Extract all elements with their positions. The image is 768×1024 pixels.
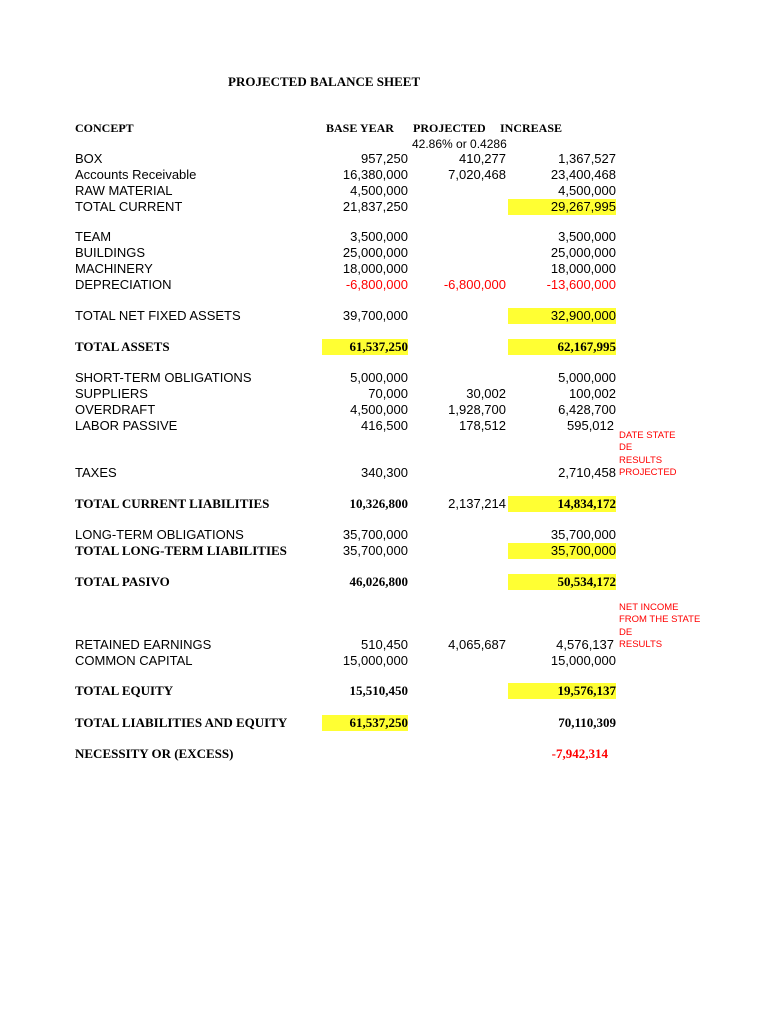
- row-common-capital: [0, 653, 768, 669]
- base-year-value: 10,326,800: [349, 496, 408, 511]
- row-box: [0, 151, 768, 167]
- note-line: DE: [619, 442, 633, 454]
- increase-value: 1,367,527: [558, 151, 616, 166]
- note-line: RESULTS: [619, 454, 663, 466]
- header-increase: INCREASE: [500, 121, 563, 135]
- increase-value-highlighted: 19,576,137: [508, 683, 616, 699]
- projected-value: 410,277: [459, 151, 506, 166]
- row-label: COMMON CAPITAL: [75, 653, 193, 668]
- note-line: RESULTS: [619, 638, 663, 650]
- row-necessity-or-excess: [0, 746, 768, 762]
- base-year-value: 46,026,800: [349, 574, 408, 589]
- projected-value: 2,137,214: [448, 496, 506, 511]
- increase-value: 15,000,000: [550, 653, 616, 668]
- increase-value: 23,400,468: [550, 167, 616, 182]
- row-label: LONG-TERM OBLIGATIONS: [75, 527, 244, 542]
- row-label: NECESSITY OR (EXCESS): [75, 746, 234, 761]
- base-year-value: 15,000,000: [342, 653, 408, 668]
- base-year-value: 18,000,000: [342, 261, 408, 276]
- header-projected: PROJECTED: [413, 121, 486, 135]
- base-year-value-highlighted: 61,537,250: [322, 339, 408, 355]
- base-year-value: 4,500,000: [350, 183, 408, 198]
- row-label: TOTAL NET FIXED ASSETS: [75, 308, 241, 323]
- base-year-value: 35,700,000: [342, 543, 408, 558]
- projected-value: 1,928,700: [448, 402, 506, 417]
- row-label: TOTAL CURRENT LIABILITIES: [75, 496, 270, 511]
- increase-value: 6,428,700: [558, 402, 616, 417]
- row-total-assets: [0, 339, 768, 355]
- row-label: SHORT-TERM OBLIGATIONS: [75, 370, 252, 385]
- page-title: PROJECTED BALANCE SHEET: [228, 74, 421, 89]
- increase-value: 595,012: [567, 418, 614, 433]
- base-year-value: 35,700,000: [342, 527, 408, 542]
- base-year-value: 21,837,250: [342, 199, 408, 214]
- increase-value: 3,500,000: [558, 229, 616, 244]
- increase-value: 4,500,000: [558, 183, 616, 198]
- increase-value-highlighted: 32,900,000: [508, 308, 616, 324]
- row-label: BUILDINGS: [75, 245, 146, 260]
- row-total-pasivo: [0, 574, 768, 590]
- projected-value-negative: -6,800,000: [443, 277, 506, 292]
- projected-value: 4,065,687: [448, 637, 506, 652]
- note-line: FROM THE STATE: [619, 614, 701, 626]
- row-short-term-obligations: [0, 370, 768, 386]
- base-year-value: 15,510,450: [349, 683, 408, 698]
- row-taxes: [0, 465, 768, 481]
- increase-value: 25,000,000: [550, 245, 616, 260]
- row-total-long-term-liabilities: [0, 543, 768, 559]
- header-concept: CONCEPT: [75, 121, 134, 135]
- increase-value: 100,002: [569, 386, 616, 401]
- row-label: TOTAL LONG-TERM LIABILITIES: [75, 543, 287, 558]
- increase-value: 35,700,000: [550, 527, 616, 542]
- base-year-value: 16,380,000: [342, 167, 408, 182]
- row-label: RETAINED EARNINGS: [75, 637, 212, 652]
- base-year-value: 5,000,000: [350, 370, 408, 385]
- increase-value: 18,000,000: [550, 261, 616, 276]
- increase-value-negative: -7,942,314: [551, 746, 608, 761]
- row-total-current: [0, 199, 768, 215]
- row-overdraft: [0, 402, 768, 418]
- row-label: RAW MATERIAL: [75, 183, 173, 198]
- row-label: TEAM: [75, 229, 112, 244]
- row-depreciation: [0, 277, 768, 293]
- base-year-value: 70,000: [368, 386, 408, 401]
- row-label: DEPRECIATION: [75, 277, 172, 292]
- row-team: [0, 229, 768, 245]
- row-label: BOX: [75, 151, 103, 166]
- projected-value: 178,512: [459, 418, 506, 433]
- increase-value-highlighted: 35,700,000: [508, 543, 616, 559]
- base-year-value: 416,500: [361, 418, 408, 433]
- row-total-liabilities-and-equity: [0, 715, 768, 731]
- row-label: OVERDRAFT: [75, 402, 156, 417]
- row-label: TOTAL PASIVO: [75, 574, 170, 589]
- row-label: TOTAL CURRENT: [75, 199, 183, 214]
- row-label: Accounts Receivable: [75, 167, 197, 182]
- base-year-value: 340,300: [361, 465, 408, 480]
- row-label: SUPPLIERS: [75, 386, 148, 401]
- note-line: DATE STATE: [619, 430, 676, 441]
- increase-value-highlighted: 29,267,995: [508, 199, 616, 215]
- row-label: TOTAL EQUITY: [75, 683, 174, 698]
- row-label: TAXES: [75, 465, 117, 480]
- row-buildings: [0, 245, 768, 261]
- note-line: NET INCOME: [619, 602, 679, 613]
- base-year-value-highlighted: 61,537,250: [322, 715, 408, 731]
- projected-value: 7,020,468: [448, 167, 506, 182]
- increase-value-highlighted: 62,167,995: [508, 339, 616, 355]
- row-total-equity: [0, 683, 768, 699]
- base-year-value: 4,500,000: [350, 402, 408, 417]
- base-year-value-negative: -6,800,000: [345, 277, 408, 292]
- increase-value-highlighted: 14,834,172: [508, 496, 616, 512]
- row-long-term-obligations: [0, 527, 768, 543]
- note-line: DE: [619, 626, 633, 638]
- row-label: LABOR PASSIVE: [75, 418, 178, 433]
- base-year-value: 957,250: [361, 151, 408, 166]
- row-label: MACHINERY: [75, 261, 153, 276]
- increase-value-highlighted: 50,534,172: [508, 574, 616, 590]
- increase-value: 70,110,309: [558, 715, 616, 730]
- base-year-value: 39,700,000: [342, 308, 408, 323]
- growth-rate-note: 42.86% or 0.4286: [412, 137, 507, 151]
- note-line: PROJECTED: [619, 466, 677, 478]
- increase-value: 5,000,000: [558, 370, 616, 385]
- base-year-value: 3,500,000: [350, 229, 408, 244]
- row-machinery: [0, 261, 768, 277]
- base-year-value: 25,000,000: [342, 245, 408, 260]
- row-accounts-receivable: [0, 167, 768, 183]
- row-raw-material: [0, 183, 768, 199]
- increase-value-negative: -13,600,000: [546, 277, 616, 292]
- projected-value: 30,002: [466, 386, 506, 401]
- row-retained-earnings: [0, 637, 768, 653]
- row-total-net-fixed-assets: [0, 308, 768, 324]
- row-label: TOTAL LIABILITIES AND EQUITY: [75, 715, 288, 730]
- row-total-current-liabilities: [0, 496, 768, 512]
- base-year-value: 510,450: [361, 637, 408, 652]
- increase-value: 4,576,137: [556, 637, 614, 652]
- increase-value: 2,710,458: [558, 465, 616, 480]
- header-base-year: BASE YEAR: [326, 121, 394, 135]
- row-suppliers: [0, 386, 768, 402]
- row-label: TOTAL ASSETS: [75, 339, 170, 354]
